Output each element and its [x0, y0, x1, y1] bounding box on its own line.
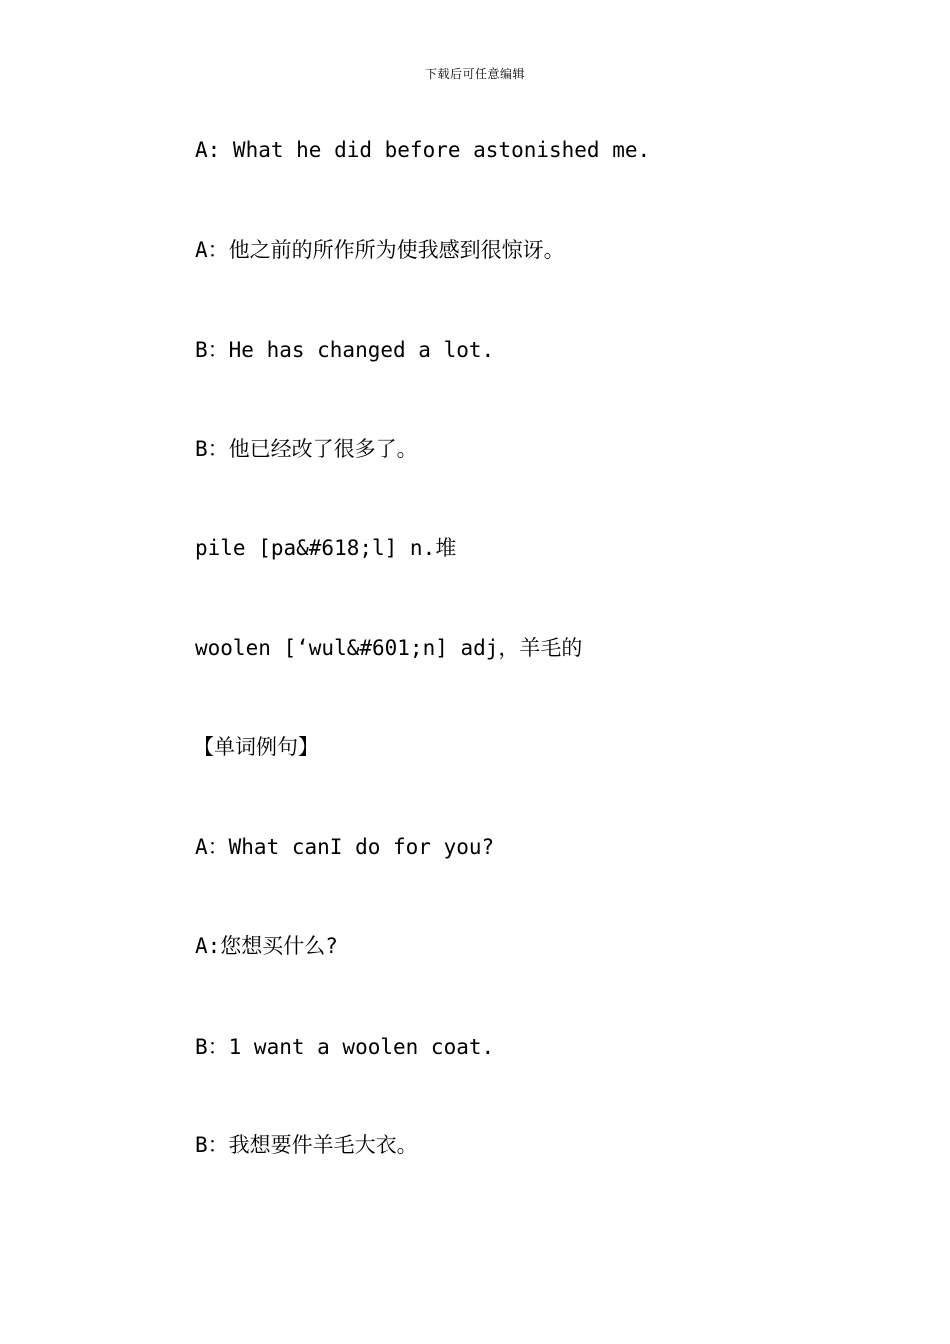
header-note: 下载后可任意编辑 [424, 67, 525, 81]
dialogue-line-a-chinese: A：他之前的所作所为使我感到很惊讶。 [195, 238, 565, 262]
dialogue-line-b-english: B：He has changed a lot. [195, 338, 495, 362]
example-line-a-english: A：What canI do for you? [195, 835, 495, 859]
example-line-b-english: B：1 want a woolen coat. [195, 1035, 495, 1059]
vocab-entry-woolen: woolen [‘wul&#601;n] adj，羊毛的 [195, 636, 583, 660]
dialogue-line-a-english: A: What he did before astonished me. [195, 138, 651, 162]
vocab-entry-pile: pile [pa&#618;l] n.堆 [195, 536, 457, 560]
example-line-a-chinese: A:您想买什么? [195, 934, 338, 958]
section-heading-word-examples: 【单词例句】 [193, 735, 319, 759]
example-line-b-chinese: B：我想要件羊毛大衣。 [195, 1133, 418, 1157]
dialogue-line-b-chinese: B：他已经改了很多了。 [195, 437, 418, 461]
